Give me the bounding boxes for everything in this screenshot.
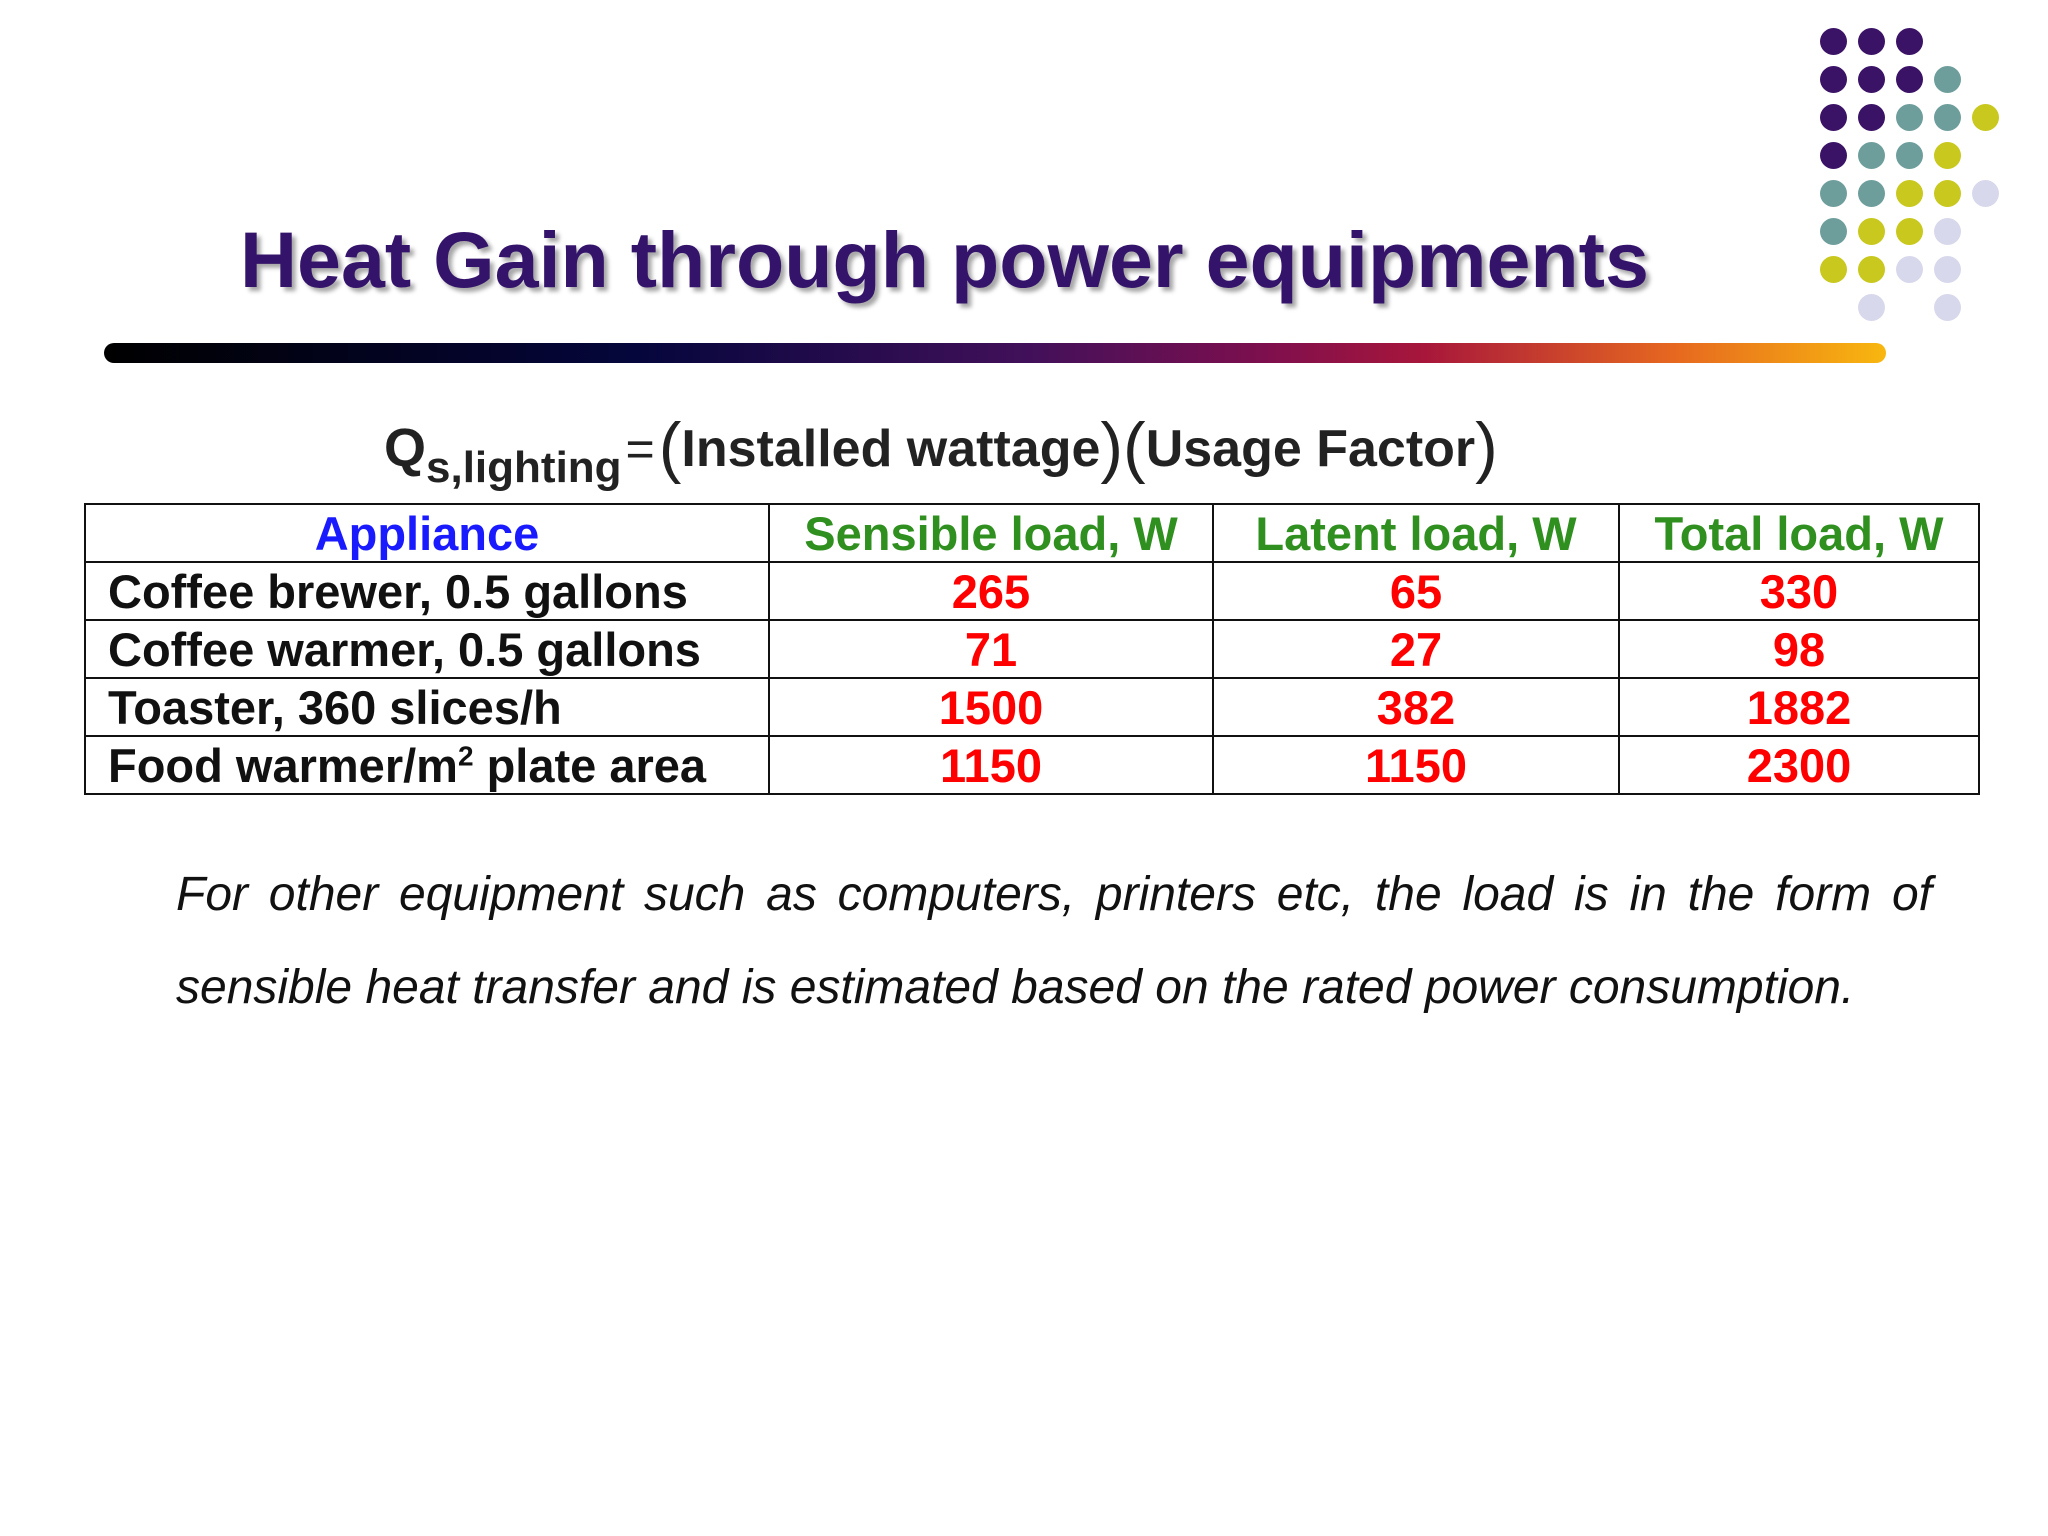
- decorative-dot: [1972, 104, 1999, 131]
- formula-symbol: Q: [384, 418, 427, 478]
- latent-load-value: 382: [1213, 678, 1619, 736]
- formula-term-usage-factor: Usage Factor: [1145, 420, 1476, 478]
- appliance-name-part: plate area: [473, 738, 707, 792]
- header-total-load: Total load, W: [1619, 504, 1979, 562]
- decorative-dot: [1858, 180, 1885, 207]
- table-row: [85, 562, 1979, 620]
- formula-paren: (: [658, 409, 682, 485]
- appliance-name-superscript: 2: [457, 739, 474, 771]
- table-row: [85, 678, 1979, 736]
- latent-load-value: 1150: [1213, 736, 1619, 794]
- decorative-dot: [1896, 180, 1923, 207]
- decorative-dot: [1820, 142, 1847, 169]
- decorative-dot: [1858, 218, 1885, 245]
- header-appliance: Appliance: [85, 504, 769, 562]
- decorative-dot: [1896, 66, 1923, 93]
- appliance-name: Coffee brewer, 0.5 gallons: [85, 562, 769, 620]
- total-load-value: 2300: [1619, 736, 1979, 794]
- appliance-name: Toaster, 360 slices/h: [85, 678, 769, 736]
- decorative-dot: [1934, 256, 1961, 283]
- decorative-dot: [1858, 28, 1885, 55]
- decorative-dot: [1858, 294, 1885, 321]
- latent-load-value: 27: [1213, 620, 1619, 678]
- decorative-dot: [1972, 180, 1999, 207]
- header-latent-load: Latent load, W: [1213, 504, 1619, 562]
- decorative-dot: [1934, 180, 1961, 207]
- decorative-dot: [1820, 256, 1847, 283]
- title-gradient-rule: [104, 343, 1886, 363]
- formula-paren: )(: [1100, 409, 1146, 485]
- sensible-load-value: 1150: [769, 736, 1213, 794]
- header-sensible-load: Sensible load, W: [769, 504, 1213, 562]
- sensible-load-value: 265: [769, 562, 1213, 620]
- decorative-dot: [1820, 104, 1847, 131]
- latent-load-value: 65: [1213, 562, 1619, 620]
- decorative-dot: [1820, 180, 1847, 207]
- total-load-value: 98: [1619, 620, 1979, 678]
- decorative-dot: [1896, 218, 1923, 245]
- sensible-load-value: 71: [769, 620, 1213, 678]
- decorative-dot: [1934, 66, 1961, 93]
- total-load-value: 330: [1619, 562, 1979, 620]
- decorative-dot: [1896, 256, 1923, 283]
- formula-subscript: s,lighting: [426, 443, 622, 492]
- decorative-dot: [1934, 294, 1961, 321]
- decorative-dot: [1858, 66, 1885, 93]
- heat-gain-formula: [384, 404, 1544, 492]
- decorative-dot: [1896, 142, 1923, 169]
- formula-term-installed-wattage: Installed wattage: [681, 420, 1101, 478]
- sensible-load-value: 1500: [769, 678, 1213, 736]
- table-header-row: [85, 504, 1979, 562]
- appliance-name: [85, 736, 769, 794]
- formula-equals: =: [625, 421, 655, 477]
- decorative-dot: [1934, 104, 1961, 131]
- slide-title: Heat Gain through power equipments: [240, 215, 1649, 304]
- appliance-name: Coffee warmer, 0.5 gallons: [85, 620, 769, 678]
- table-row: [85, 620, 1979, 678]
- formula-paren: ): [1475, 409, 1498, 485]
- table-row: [85, 736, 1979, 794]
- decorative-dot: [1858, 104, 1885, 131]
- explanatory-note: For other equipment such as computers, printers etc, the load is in the form of sensible heat transfer and is estimated based on the rated power consumption.: [176, 868, 1932, 1014]
- decorative-dot: [1896, 104, 1923, 131]
- total-load-value: 1882: [1619, 678, 1979, 736]
- decorative-dot: [1820, 66, 1847, 93]
- decorative-dot-grid: [1820, 28, 2040, 338]
- decorative-dot: [1858, 142, 1885, 169]
- decorative-dot: [1934, 142, 1961, 169]
- decorative-dot: [1934, 218, 1961, 245]
- decorative-dot: [1896, 28, 1923, 55]
- appliance-load-table: [84, 503, 1980, 795]
- decorative-dot: [1820, 28, 1847, 55]
- appliance-name-part: Food warmer/m: [108, 738, 458, 792]
- decorative-dot: [1858, 256, 1885, 283]
- decorative-dot: [1820, 218, 1847, 245]
